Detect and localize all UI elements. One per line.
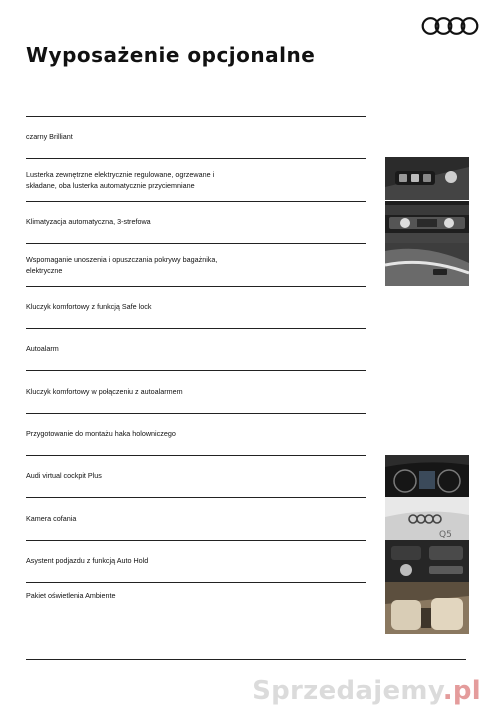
option-item: Lusterka zewnętrzne elektrycznie regulowane, ogrzewane i składane, oba lusterka automatycznie przyciemniane [26, 170, 215, 190]
tailgate-image [385, 243, 469, 286]
virtual-cockpit-image [385, 455, 469, 497]
option-item: Kluczyk komfortowy w połączeniu z autoalarmem [26, 387, 183, 396]
divider [26, 243, 366, 244]
option-item: Kamera cofania [26, 514, 77, 523]
option-item: Przygotowanie do montażu haka holowniczego [26, 429, 176, 438]
auto-hold-image [385, 540, 469, 582]
divider [26, 201, 366, 202]
option-item: Pakiet oświetlenia Ambiente [26, 591, 116, 600]
svg-text:Q5: Q5 [439, 530, 452, 540]
option-item: Audi virtual cockpit Plus [26, 471, 102, 480]
ambient-lighting-image [385, 582, 469, 634]
climate-control-image [385, 201, 469, 243]
mirror-controls-image [385, 157, 469, 200]
option-item: Asystent podjazdu z funkcją Auto Hold [26, 556, 149, 565]
divider [26, 659, 466, 660]
divider [26, 455, 366, 456]
divider [26, 370, 366, 371]
divider [26, 286, 366, 287]
option-item: Wspomaganie unoszenia i opuszczania pokrywy bagażnika, elektryczne [26, 255, 218, 275]
rear-camera-image [385, 497, 469, 540]
divider [26, 158, 366, 159]
audi-rings-logo [421, 16, 479, 36]
option-item: Kluczyk komfortowy z funkcją Safe lock [26, 302, 152, 311]
watermark [252, 676, 481, 706]
option-item: czarny Brilliant [26, 132, 73, 141]
page-title: Wyposażenie opcjonalne [26, 43, 316, 67]
divider [26, 328, 366, 329]
divider [26, 497, 366, 498]
divider [26, 582, 366, 583]
divider [26, 413, 366, 414]
option-item: Autoalarm [26, 344, 59, 353]
watermark-suffix: .pl [442, 676, 481, 706]
watermark-text: Sprzedajemy [252, 676, 443, 706]
divider [26, 540, 366, 541]
option-item: Klimatyzacja automatyczna, 3-strefowa [26, 217, 151, 226]
divider [26, 116, 366, 117]
